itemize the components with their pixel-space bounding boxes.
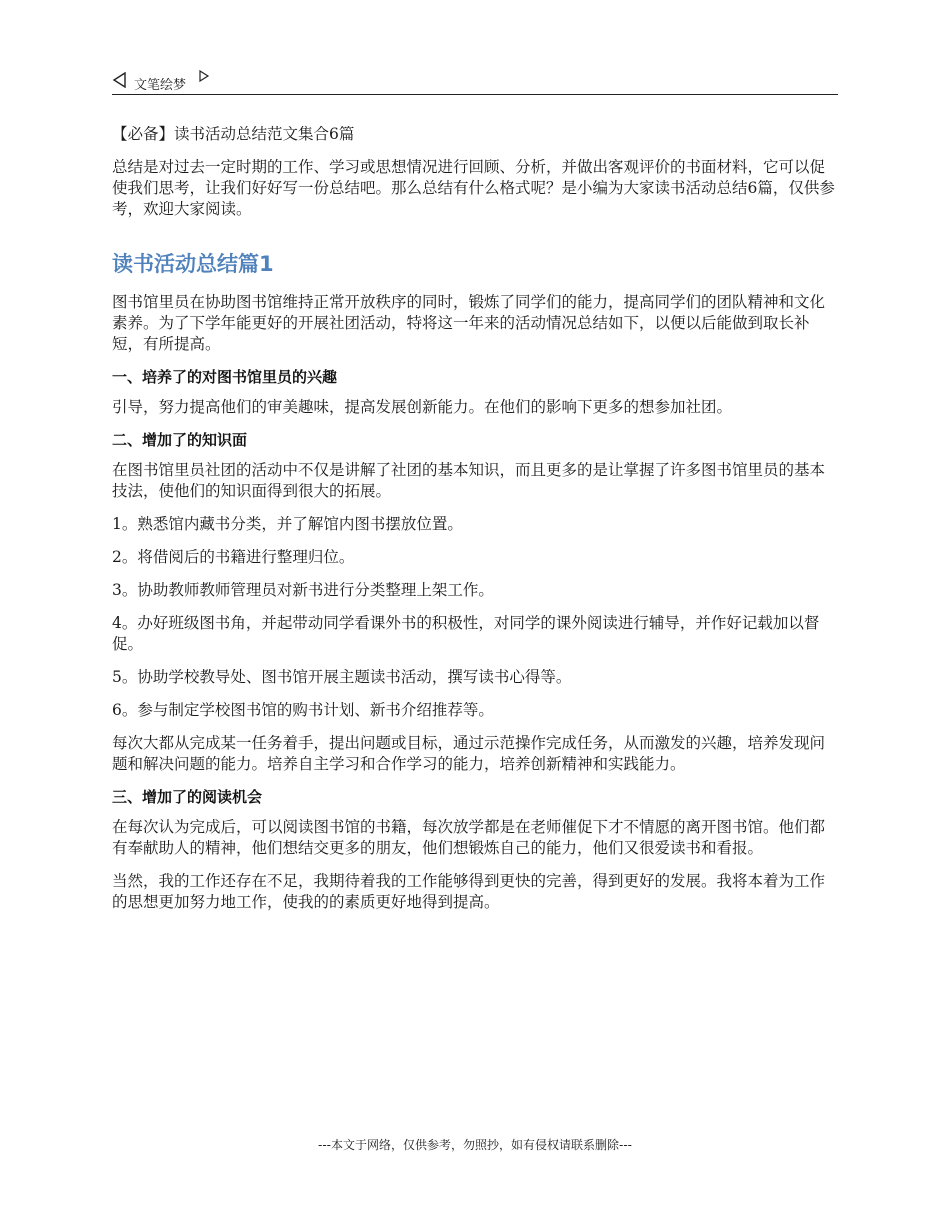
list-item-4: 4。办好班级图书角，并起带动同学看课外书的积极性，对同学的课外阅读进行辅导，并作好记载加以督促。 [112,614,820,653]
subheading-2: 二、增加了的知识面 [112,431,248,449]
list-item-3: 3。协助教师教师管理员对新书进行分类整理上架工作。 [112,581,494,599]
section-heading: 读书活动总结篇1 [112,252,274,276]
document-body [112,124,840,925]
list-item-6: 6。参与制定学校图书馆的购书计划、新书介绍推荐等。 [112,701,494,719]
document-title: 【必备】读书活动总结范文集合6篇 [112,125,355,143]
subheading-3: 三、增加了的阅读机会 [112,788,263,806]
paragraph-6: 当然，我的工作还存在不足，我期待着我的工作能够得到更快的完善，得到更好的发展。我将本着为工作的思想更加努力地工作，使我的的素质更好地得到提高。 [112,872,826,911]
page-footer: ---本文于网络，仅供参考，勿照抄，如有侵权请联系删除--- [318,1138,632,1152]
list-item-2: 2。将借阅后的书籍进行整理归位。 [112,548,355,566]
list-item-1: 1。熟悉馆内藏书分类，并了解馆内图书摆放位置。 [112,515,463,533]
triangle-left-icon [112,72,128,88]
paragraph-5: 在每次认为完成后，可以阅读图书馆的书籍，每次放学都是在老师催促下才不情愿的离开图书馆。他们都有奉献助人的精神，他们想结交更多的朋友，他们想锻炼自己的能力，他们又很爱读书和看报。 [112,818,826,857]
paragraph-4: 每次大都从完成某一任务着手，提出问题或目标，通过示范操作完成任务，从而激发的兴趣，培养发现问题和解决问题的能力。培养自主学习和合作学习的能力，培养创新精神和实践能力。 [112,734,826,773]
triangle-right-icon [198,70,210,82]
header-brand: 文笔绘梦 [134,78,187,93]
subheading-1: 一、培养了的对图书馆里员的兴趣 [112,368,338,386]
paragraph-1: 图书馆里员在协助图书馆维持正常开放秩序的同时，锻炼了同学们的能力，提高同学们的团队精神和文化素养。为了下学年能更好的开展社团活动，特将这一年来的活动情况总结如下，以便以后能做到取长补短，有所提高。 [112,293,826,353]
paragraph-3: 在图书馆里员社团的活动中不仅是讲解了社团的基本知识，而且更多的是让掌握了许多图书馆里员的基本技法，使他们的知识面得到很大的拓展。 [112,461,826,500]
paragraph-2: 引导，努力提高他们的审美趣味，提高发展创新能力。在他们的影响下更多的想参加社团。 [112,398,733,416]
page-header [112,70,838,95]
intro-paragraph: 总结是对过去一定时期的工作、学习或思想情况进行回顾、分析，并做出客观评价的书面材料，它可以促使我们思考，让我们好好写一份总结吧。那么总结有什么格式呢？是小编为大家读书活动总结6篇，仅供参考，欢迎大家阅读。 [112,158,835,218]
list-item-5: 5。协助学校教导处、图书馆开展主题读书活动，撰写读书心得等。 [112,668,572,686]
